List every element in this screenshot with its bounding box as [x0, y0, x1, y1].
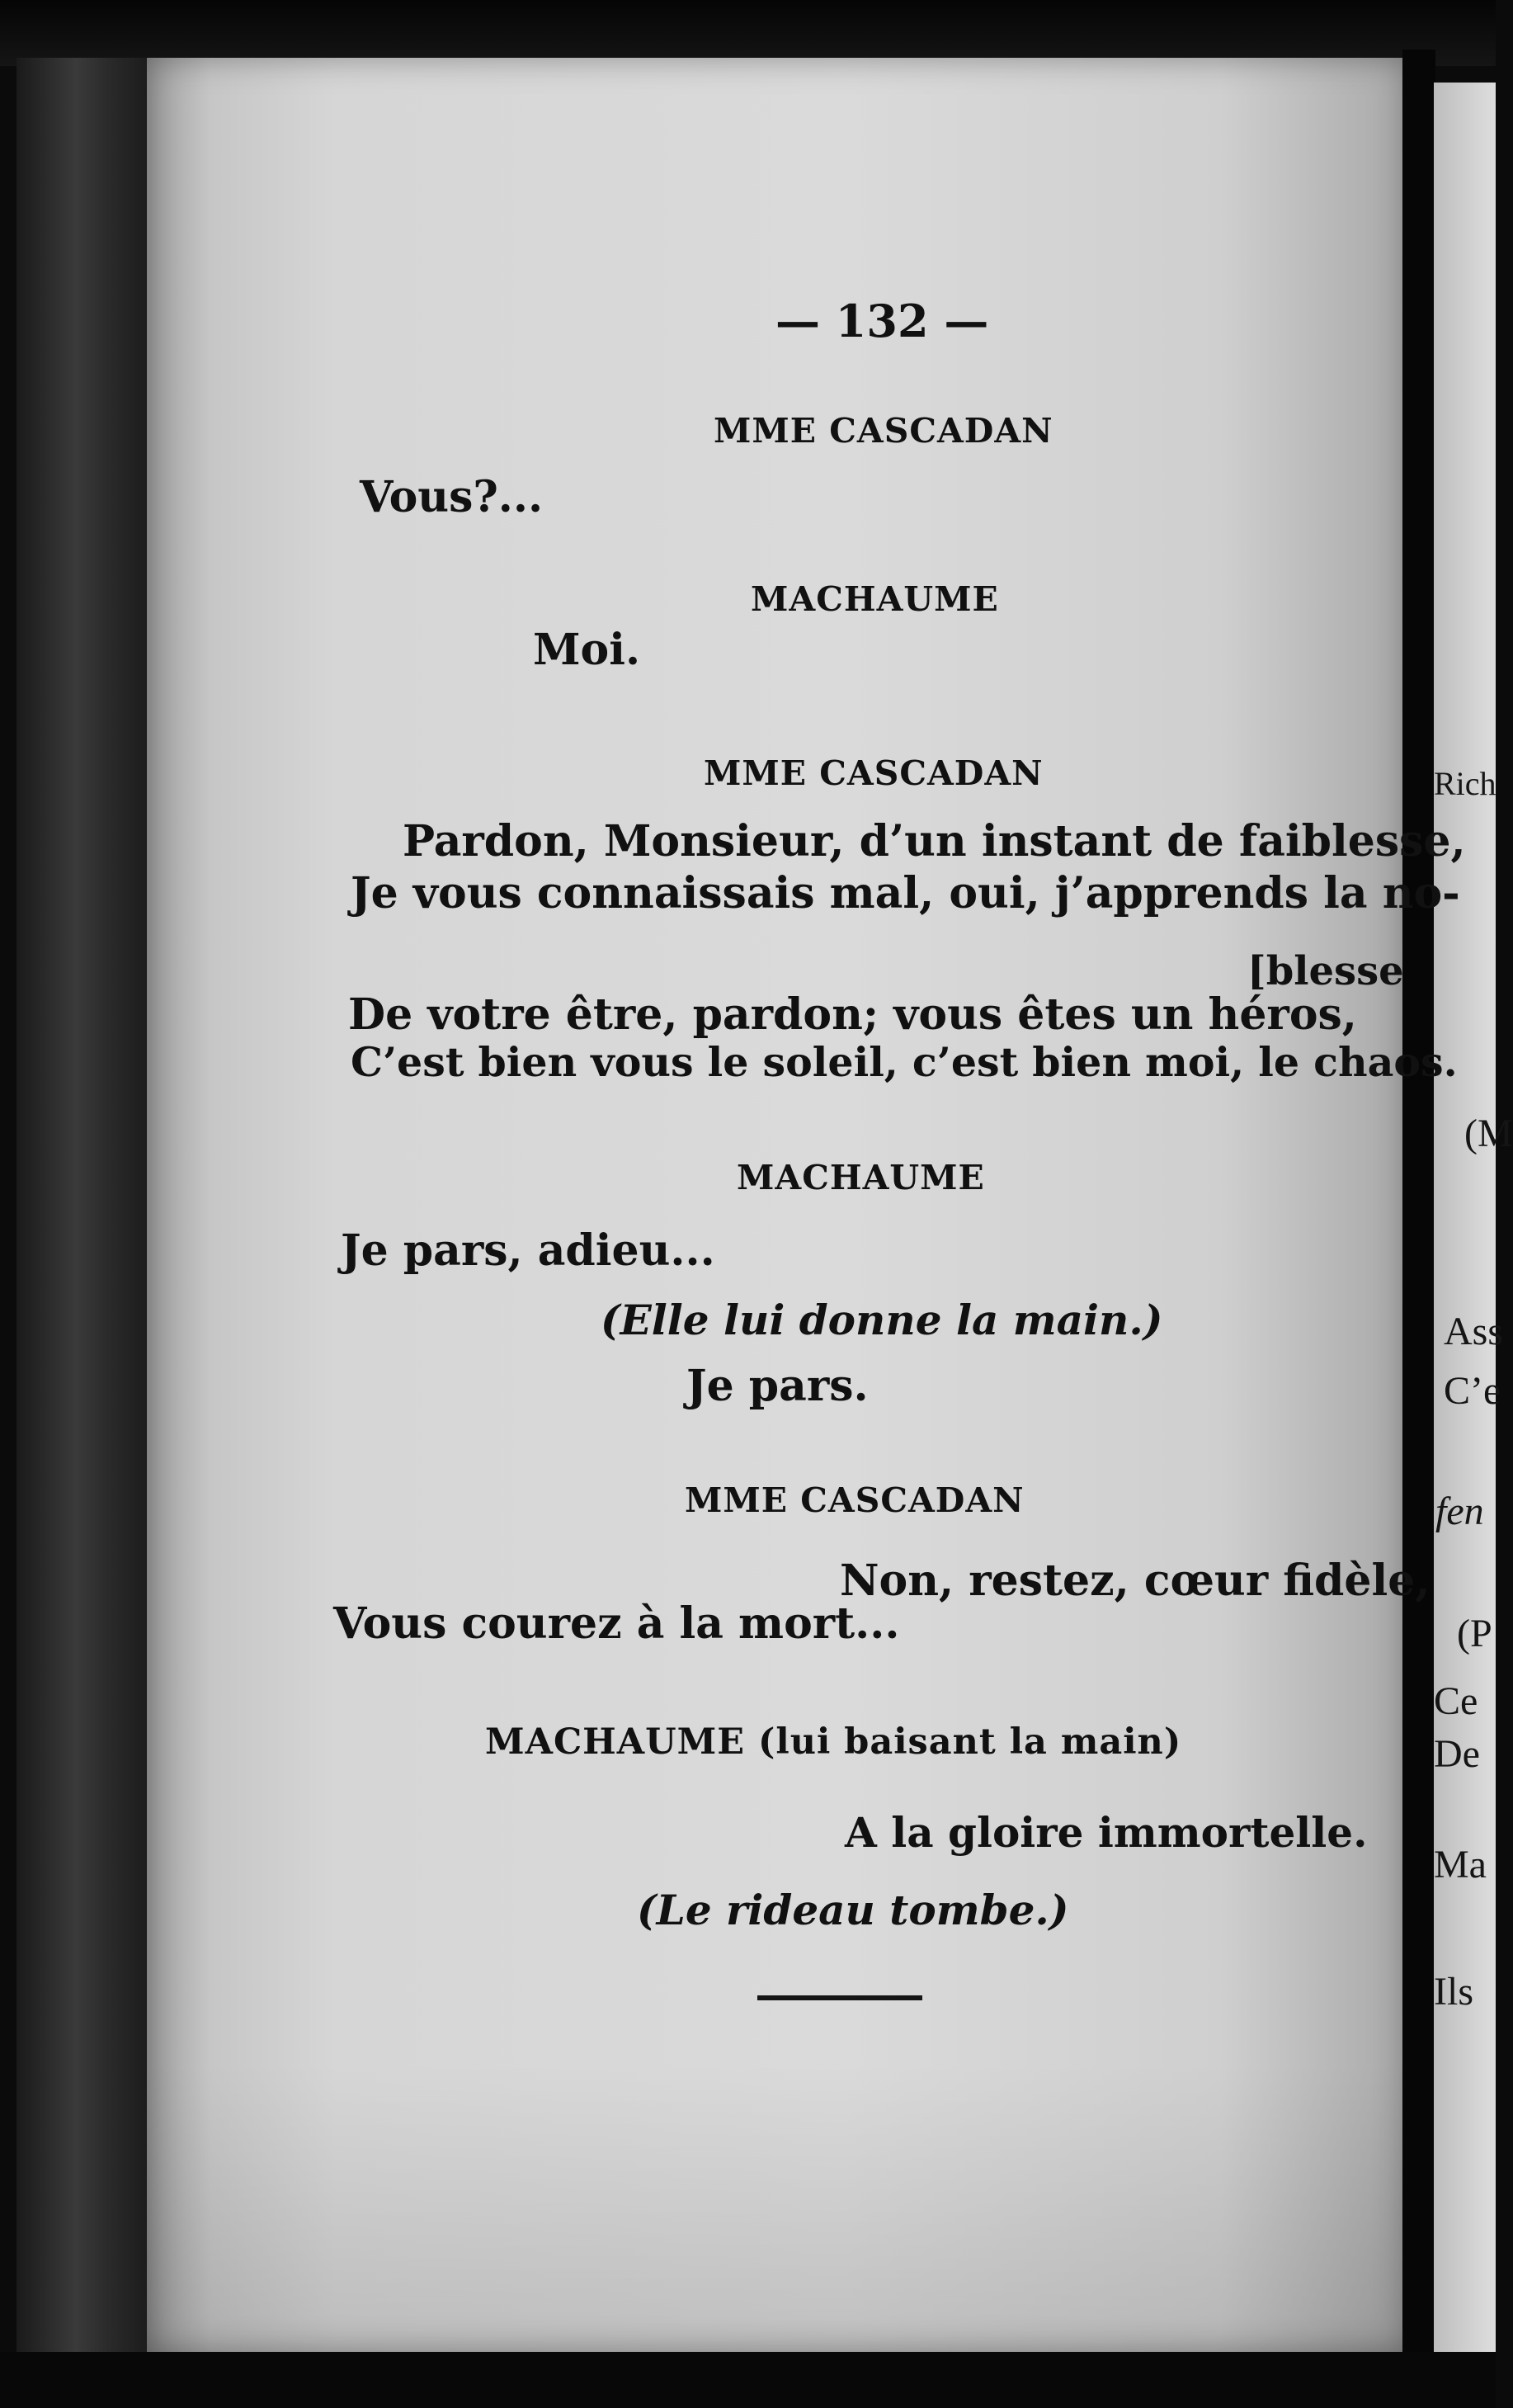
page-shade: [147, 2063, 1409, 2352]
verse-line: Non, restez, cœur fidèle,: [840, 1556, 1431, 1606]
speaker-name: MACHAUME: [737, 1158, 985, 1197]
verse-line: Pardon, Monsieur, d’un instant de faiblesse,: [403, 816, 1466, 866]
verse-line: Je vous connaissais mal, oui, j’apprends la no-: [351, 868, 1460, 918]
book-binding: [16, 58, 148, 2352]
speaker-name: MME CASCADAN: [714, 411, 1053, 451]
speaker-name: MACHAUME: [751, 579, 999, 619]
verse-line: Vous?...: [360, 472, 544, 522]
verse-line: Vous courez à la mort...: [333, 1598, 900, 1649]
adjacent-page-fragment: Rich: [1434, 765, 1497, 802]
verse-line: Je pars, adieu...: [341, 1225, 715, 1276]
stage-direction: (Le rideau tombe.): [637, 1886, 1069, 1934]
adjacent-page-fragment: C’e: [1444, 1369, 1501, 1413]
adjacent-page-fragment: Ass: [1444, 1310, 1504, 1353]
page-number: — 132 —: [775, 295, 989, 347]
top-shadow: [0, 0, 1496, 66]
adjacent-page-fragment: fen: [1435, 1490, 1484, 1533]
adjacent-page-fragment: (M: [1464, 1112, 1513, 1155]
speaker-name: MME CASCADAN: [704, 753, 1044, 793]
adjacent-page-fragment: De: [1434, 1732, 1480, 1776]
bottom-shadow: [0, 2352, 1496, 2408]
adjacent-page-fragment: Ma: [1434, 1843, 1487, 1886]
verse-line: Je pars.: [686, 1361, 869, 1411]
page-gutter: [1402, 50, 1435, 2360]
end-rule: [757, 1995, 922, 2000]
speaker-with-direction: MACHAUME (lui baisant la main): [485, 1721, 1182, 1763]
adjacent-page-fragment: Ce: [1434, 1679, 1478, 1723]
speaker-name: MME CASCADAN: [685, 1480, 1025, 1520]
verse-line: A la gloire immortelle.: [845, 1808, 1368, 1857]
verse-line: Moi.: [533, 625, 641, 675]
verse-line: C’est bien vous le soleil, c’est bien moi, le chaos.: [351, 1038, 1458, 1086]
verse-line-continuation: [blesse: [1247, 948, 1404, 994]
stage-direction: (Elle lui donne la main.): [601, 1296, 1163, 1344]
adjacent-page-fragment: (P: [1457, 1612, 1492, 1655]
adjacent-page-fragment: Ils: [1434, 1970, 1473, 2014]
book-page: [147, 58, 1409, 2352]
verse-line: De votre être, pardon; vous êtes un héros,: [348, 989, 1357, 1040]
